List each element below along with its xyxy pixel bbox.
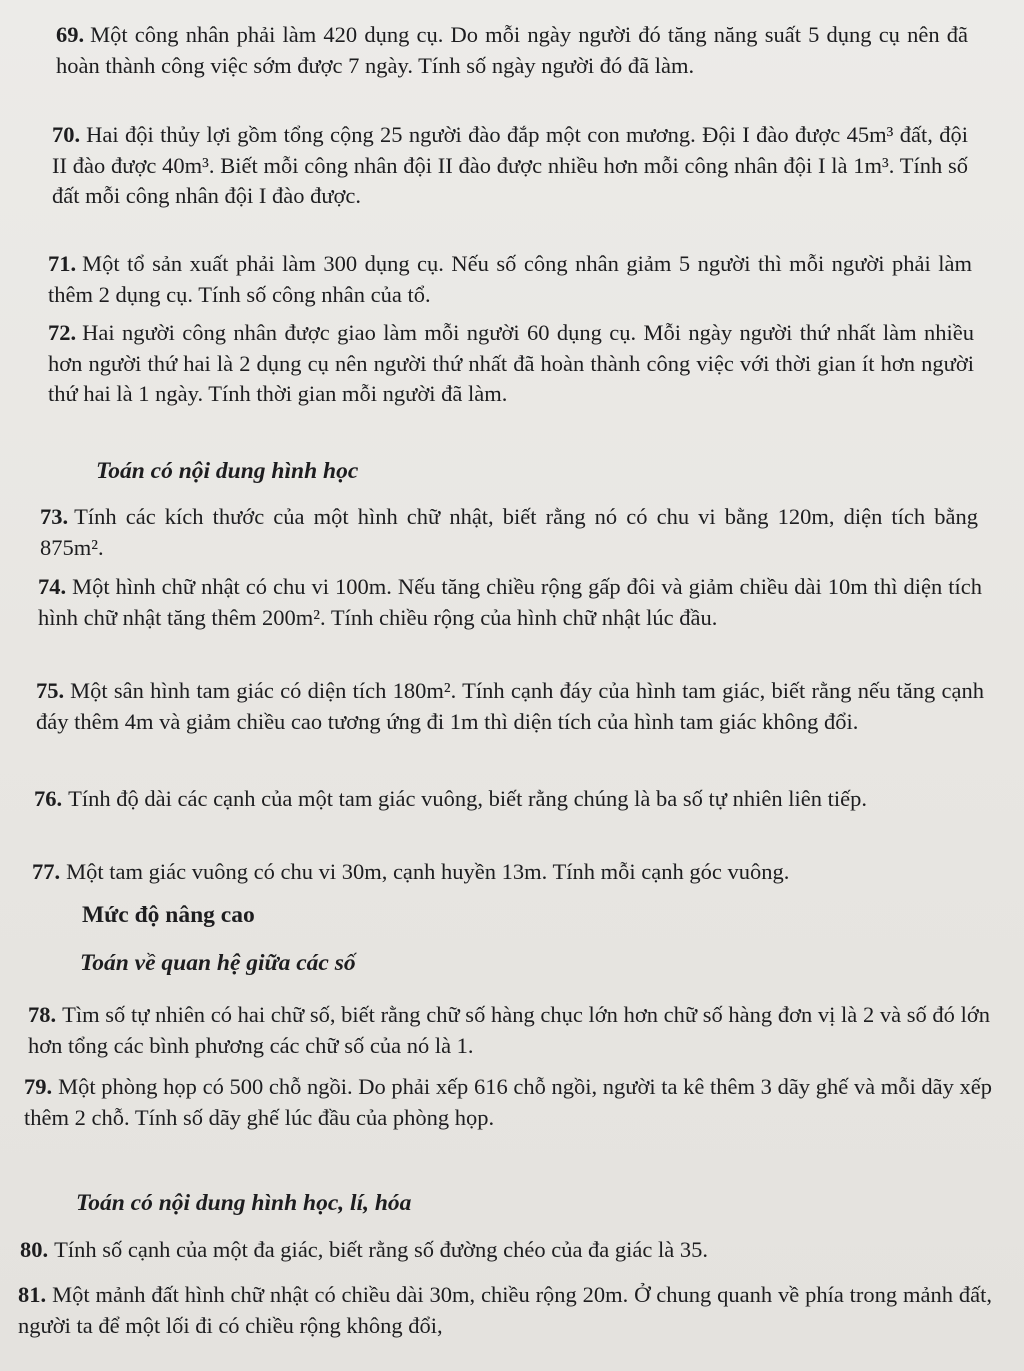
problem-71 xyxy=(48,249,972,310)
problem-text: Một hình chữ nhật có chu vi 100m. Nếu tăng chiều rộng gấp đôi và giảm chiều dài 10m thì diện tích hình chữ nhật tăng thêm 200m². Tính chiều rộng của hình chữ nhật lúc đầu. xyxy=(38,574,982,630)
problem-number: 79. xyxy=(24,1074,53,1099)
problem-text: Một công nhân phải làm 420 dụng cụ. Do mỗi ngày người đó tăng năng suất 5 dụng cụ nên đã hoàn thành công việc sớm được 7 ngày. Tính số ngày người đó đã làm. xyxy=(56,22,968,78)
problem-72 xyxy=(48,318,974,410)
problem-number: 78. xyxy=(28,1002,57,1027)
problem-75 xyxy=(36,676,984,737)
problem-number: 76. xyxy=(34,786,63,811)
problem-number: 73. xyxy=(40,504,69,529)
section-number-relations: Toán về quan hệ giữa các số xyxy=(80,950,356,976)
problem-number: 80. xyxy=(20,1237,49,1262)
problem-78 xyxy=(28,1000,990,1061)
problem-text: Một sân hình tam giác có diện tích 180m². Tính cạnh đáy của hình tam giác, biết rằng nếu tăng cạnh đáy thêm 4m và giảm chiều cao tương ứng đi 1m thì diện tích của hình tam giác không đổi. xyxy=(36,678,984,734)
problem-73 xyxy=(40,502,978,563)
problem-77 xyxy=(32,857,988,888)
section-geometry: Toán có nội dung hình học xyxy=(96,458,359,484)
problem-number: 72. xyxy=(48,320,77,345)
problem-number: 81. xyxy=(18,1282,47,1307)
problem-text: Tính độ dài các cạnh của một tam giác vuông, biết rằng chúng là ba số tự nhiên liên tiếp. xyxy=(68,786,867,811)
section-geometry-physics-chemistry: Toán có nội dung hình học, lí, hóa xyxy=(76,1190,412,1216)
problem-69 xyxy=(56,20,968,81)
problem-number: 74. xyxy=(38,574,67,599)
problem-text: Hai người công nhân được giao làm mỗi người 60 dụng cụ. Mỗi ngày người thứ nhất làm nhiều hơn người thứ hai là 2 dụng cụ nên người thứ nhất đã hoàn thành công việc với thời gian ít hơn người thứ hai là 1 ngày. Tính thời gian mỗi người đã làm. xyxy=(48,320,974,406)
problem-81 xyxy=(18,1280,992,1341)
problem-79 xyxy=(24,1072,992,1133)
problem-text: Một mảnh đất hình chữ nhật có chiều dài 30m, chiều rộng 20m. Ở chung quanh về phía trong mảnh đất, người ta để một lối đi có chiều rộng không đổi, xyxy=(18,1282,992,1338)
problem-number: 75. xyxy=(36,678,65,703)
problem-80 xyxy=(20,1235,992,1266)
problem-text: Hai đội thủy lợi gồm tổng cộng 25 người đào đắp một con mương. Đội I đào được 45m³ đất, đội II đào được 40m³. Biết mỗi công nhân đội II đào được nhiều hơn mỗi công nhân đội I là 1m³. Tính số đất mỗi công nhân đội I đào được. xyxy=(52,122,968,208)
problem-number: 77. xyxy=(32,859,61,884)
problem-text: Một tổ sản xuất phải làm 300 dụng cụ. Nếu số công nhân giảm 5 người thì mỗi người phải làm thêm 2 dụng cụ. Tính số công nhân của tổ. xyxy=(48,251,972,307)
problem-number: 71. xyxy=(48,251,77,276)
problem-text: Tính số cạnh của một đa giác, biết rằng số đường chéo của đa giác là 35. xyxy=(54,1237,708,1262)
problem-number: 70. xyxy=(52,122,81,147)
problem-76 xyxy=(34,784,986,815)
section-advanced: Mức độ nâng cao xyxy=(82,902,255,928)
problem-number: 69. xyxy=(56,22,85,47)
problem-text: Tính các kích thước của một hình chữ nhật, biết rằng nó có chu vi bằng 120m, diện tích bằng 875m². xyxy=(40,504,978,560)
problem-text: Một tam giác vuông có chu vi 30m, cạnh huyền 13m. Tính mỗi cạnh góc vuông. xyxy=(66,859,790,884)
problem-text: Một phòng họp có 500 chỗ ngồi. Do phải xếp 616 chỗ ngồi, người ta kê thêm 3 dãy ghế và mỗi dãy xếp thêm 2 chỗ. Tính số dãy ghế lúc đầu của phòng họp. xyxy=(24,1074,992,1130)
problem-70 xyxy=(52,120,968,212)
problem-text: Tìm số tự nhiên có hai chữ số, biết rằng chữ số hàng chục lớn hơn chữ số hàng đơn vị là 2 và số đó lớn hơn tổng các bình phương các chữ số của nó là 1. xyxy=(28,1002,990,1058)
problem-74 xyxy=(38,572,982,633)
